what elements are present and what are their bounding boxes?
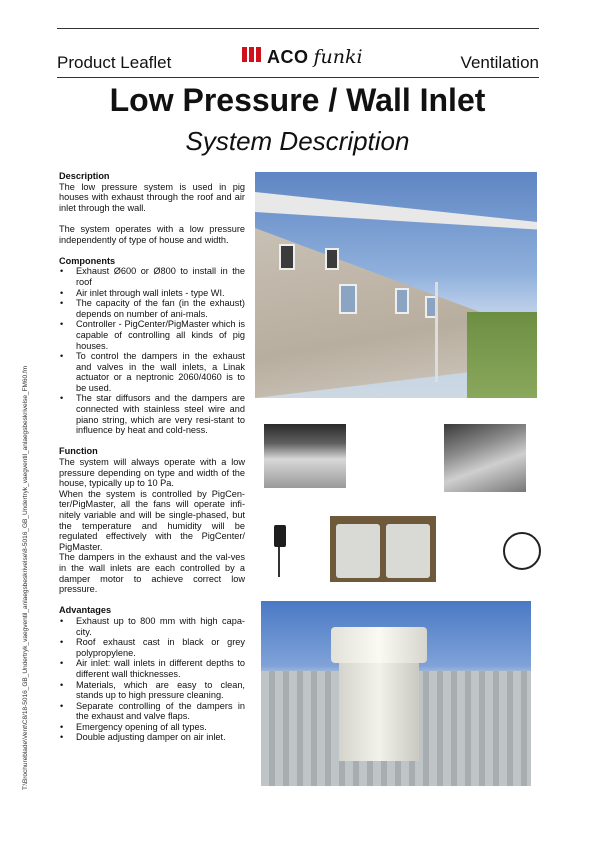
function-p2: When the system is controlled by PigCen-ter/PigMaster, all the fans will operate infi-nitely variable and will be single-phased, but the temperature and humidity will be regulated effectively with the PigCenter/ PigMaster.: [59, 488, 245, 552]
pig-house-exterior-photo: [255, 172, 537, 398]
function-p1: The system will always operate with a low pressure depending on type and width of the house, typically up to 10 Pa.: [59, 457, 245, 489]
side-file-path: T:\Brochureblade\Vent\C8/18-5016_GB_Undertryk_vaegventil_anlaegsbeskrivelse\8-5016_GB_Undertryk_vaegventil_anlaegsbeskrivelse_FM60.fm: [22, 365, 29, 790]
list-item: • Emergency opening of all types.: [59, 722, 245, 733]
page-subtitle: System Description: [185, 126, 410, 156]
list-item: • Controller - PigCenter/PigMaster which is capable of controlling all kinds of pig houses.: [59, 319, 245, 351]
header-left: Product Leaflet: [57, 53, 172, 72]
pigcenter-controllers-photo: [330, 516, 436, 582]
components-list: [59, 266, 245, 436]
list-item: • The capacity of the fan (in the exhaust) depends on number of ani-mals.: [59, 298, 245, 319]
list-item: • To control the dampers in the exhaust and valves in the wall inlets, a Linak actuator or a neptronic 2060/4060 is to be used.: [59, 351, 245, 393]
logo-funki-text: funki: [313, 46, 363, 68]
aco-logo-mark-icon: [242, 47, 261, 62]
text-column: [59, 171, 245, 743]
list-item: • Double adjusting damper on air inlet.: [59, 732, 245, 743]
list-item: • Air inlet: wall inlets in different depths to different wall thicknesses.: [59, 658, 245, 679]
list-item: • Exhaust Ø600 or Ø800 to install in the roof: [59, 266, 245, 287]
page-title: Low Pressure / Wall Inlet: [109, 82, 486, 118]
logo-aco-text: ACO: [267, 46, 309, 67]
top-rule: [57, 28, 539, 29]
list-item: • Materials, which are easy to clean, stands up to high pressure cleaning.: [59, 680, 245, 701]
roof-exhaust-chimney-photo: [261, 601, 531, 786]
list-item: • Air inlet through wall inlets - type WI.: [59, 288, 245, 299]
description-p2: The system operates with a low pressure independently of type of house and width.: [59, 223, 245, 245]
header-right: Ventilation: [460, 53, 539, 72]
list-item: • Exhaust up to 800 mm with high capa-city.: [59, 616, 245, 637]
components-heading: Components: [59, 255, 116, 266]
list-item: • Separate controlling of the dampers in the exhaust and valve flaps.: [59, 701, 245, 722]
advantages-heading: Advantages: [59, 605, 112, 616]
aco-funki-logo: [242, 42, 363, 72]
function-heading: Function: [59, 446, 98, 457]
exhaust-fan-photo: [497, 522, 545, 580]
interior-side-wall-photo: [444, 424, 526, 492]
description-heading: Description: [59, 171, 110, 181]
header-rule: [57, 77, 539, 78]
interior-wall-inlets-photo: [264, 424, 346, 488]
list-item: • The star diffusors and the dampers are connected with stainless steel wire and piano string, which are very resi-stant to influence by heat and cold-ness.: [59, 393, 245, 435]
list-item: • Roof exhaust cast in black or grey polypropylene.: [59, 637, 245, 658]
advantages-list: [59, 616, 245, 743]
function-p3: The dampers in the exhaust and the val-ves in the wall inlets are each controlled by a damper motor to achieve correct low pressure.: [59, 552, 245, 595]
description-p1: The low pressure system is used in pig houses with exhaust through the roof and air inlet through the wall.: [59, 181, 245, 213]
linak-actuator-photo: [266, 520, 292, 580]
